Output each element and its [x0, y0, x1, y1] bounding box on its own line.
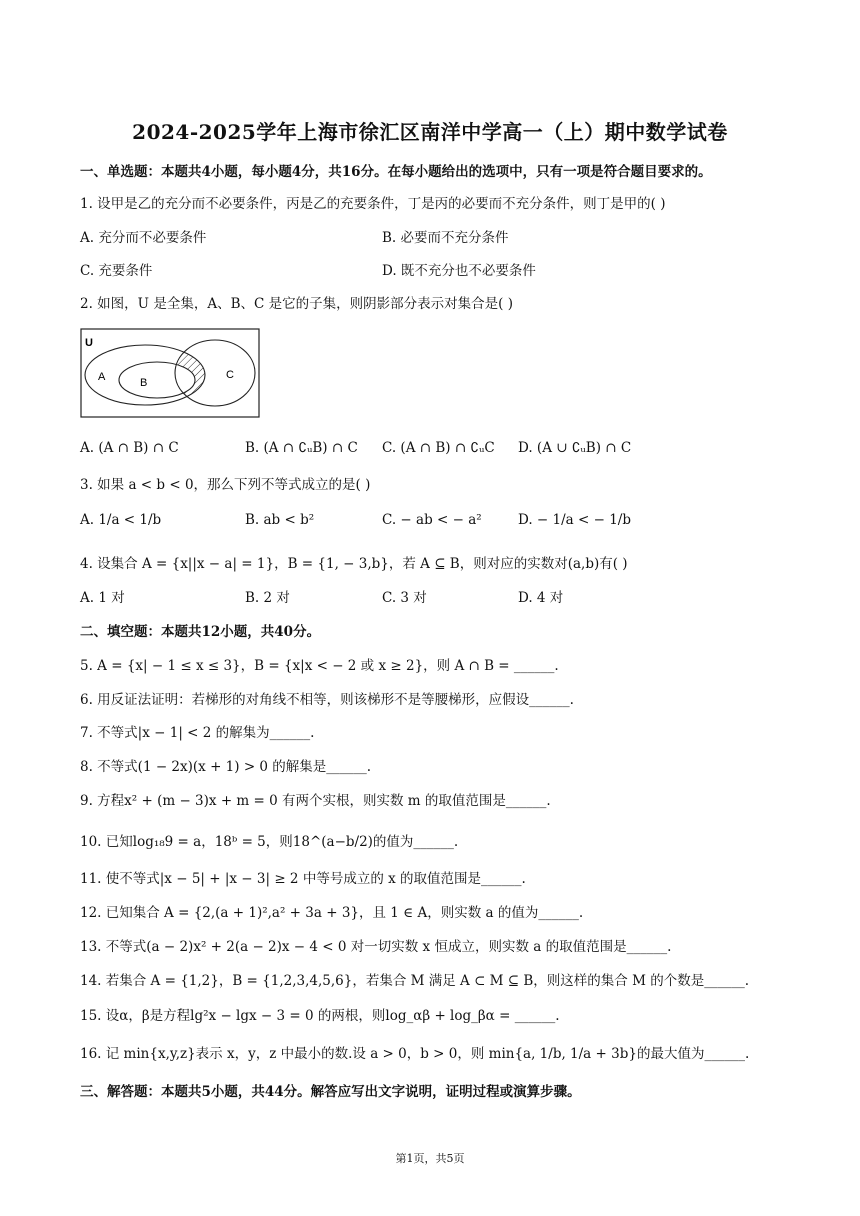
q4-option-d: D. 4 对	[518, 590, 564, 606]
question-6: 6. 用反证法证明：若梯形的对角线不相等，则该梯形不是等腰梯形，应假设______.	[80, 692, 574, 708]
question-16: 16. 记 min{x,y,z}表示 x，y，z 中最小的数.设 a > 0，b > 0，则 min{a, 1/b, 1/a + 3b}的最大值为______.	[80, 1046, 750, 1062]
q2-option-d: D. (A ∪ ∁ᵤB) ∩ C	[518, 440, 632, 456]
venn-diagram	[80, 328, 260, 418]
q3-option-a: A. 1/a < 1/b	[80, 512, 162, 528]
question-7: 7. 不等式|x − 1| < 2 的解集为______.	[80, 725, 315, 741]
question-12: 12. 已知集合 A = {2,(a + 1)²,a² + 3a + 3}，且 1 ∈ A，则实数 a 的值为______.	[80, 905, 584, 921]
page-footer: 第1页，共5页	[395, 1152, 465, 1165]
q4-option-b: B. 2 对	[245, 590, 290, 606]
q2-option-a: A. (A ∩ B) ∩ C	[80, 440, 179, 456]
q1-option-b: B. 必要而不充分条件	[382, 230, 509, 246]
question-14: 14. 若集合 A = {1,2}，B = {1,2,3,4,5,6}，若集合 M 满足 A ⊂ M ⊆ B，则这样的集合 M 的个数是______.	[80, 973, 750, 989]
q3-option-c: C. − ab < − a²	[382, 512, 482, 528]
question-11: 11. 使不等式|x − 5| + |x − 3| ≥ 2 中等号成立的 x 的取值范围是______.	[80, 871, 526, 887]
label-c: C	[226, 369, 234, 381]
question-13: 13. 不等式(a − 2)x² + 2(a − 2)x − 4 < 0 对一切实数 x 恒成立，则实数 a 的取值范围是______.	[80, 939, 672, 955]
q3-option-d: D. − 1/a < − 1/b	[518, 512, 631, 528]
question-9: 9. 方程x² + (m − 3)x + m = 0 有两个实根，则实数 m 的取值范围是______.	[80, 793, 551, 809]
q3-option-b: B. ab < b²	[245, 512, 315, 528]
question-15: 15. 设α，β是方程lg²x − lgx − 3 = 0 的两根，则log_αβ + log_βα = ______.	[80, 1008, 560, 1024]
q2-option-b: B. (A ∩ ∁ᵤB) ∩ C	[245, 440, 358, 456]
q1-option-d: D. 既不充分也不必要条件	[382, 263, 536, 279]
page-title: 2024-2025学年上海市徐汇区南洋中学高一（上）期中数学试卷	[132, 120, 728, 144]
q1-option-a: A. 充分而不必要条件	[80, 230, 207, 246]
q1-option-c: C. 充要条件	[80, 263, 153, 279]
label-u: U	[85, 337, 93, 349]
question-2: 2. 如图，U 是全集，A、B、C 是它的子集，则阴影部分表示对集合是( )	[80, 296, 513, 312]
section-3-header: 三、解答题：本题共5小题，共44分。解答应写出文字说明，证明过程或演算步骤。	[80, 1084, 581, 1100]
label-b: B	[140, 377, 148, 389]
question-3: 3. 如果 a < b < 0，那么下列不等式成立的是( )	[80, 477, 371, 493]
q4-option-c: C. 3 对	[382, 590, 427, 606]
question-10: 10. 已知log₁₈9 = a，18ᵇ = 5，则18^(a−b/2)的值为______.	[80, 834, 459, 850]
q4-option-a: A. 1 对	[80, 590, 125, 606]
label-a: A	[98, 371, 106, 383]
question-4: 4. 设集合 A = {x||x − a| = 1}，B = {1, − 3,b}，若 A ⊆ B，则对应的实数对(a,b)有( )	[80, 556, 628, 572]
section-2-header: 二、填空题：本题共12小题，共40分。	[80, 624, 321, 640]
q2-option-c: C. (A ∩ B) ∩ ∁ᵤC	[382, 440, 495, 456]
section-1-header: 一、单选题：本题共4小题，每小题4分，共16分。在每小题给出的选项中，只有一项是符合题目要求的。	[80, 164, 712, 180]
question-5: 5. A = {x| − 1 ≤ x ≤ 3}，B = {x|x < − 2 或 x ≥ 2}，则 A ∩ B = ______.	[80, 658, 559, 674]
question-1: 1. 设甲是乙的充分而不必要条件，丙是乙的充要条件，丁是丙的必要而不充分条件，则丁是甲的( )	[80, 196, 666, 212]
question-8: 8. 不等式(1 − 2x)(x + 1) > 0 的解集是______.	[80, 759, 372, 775]
